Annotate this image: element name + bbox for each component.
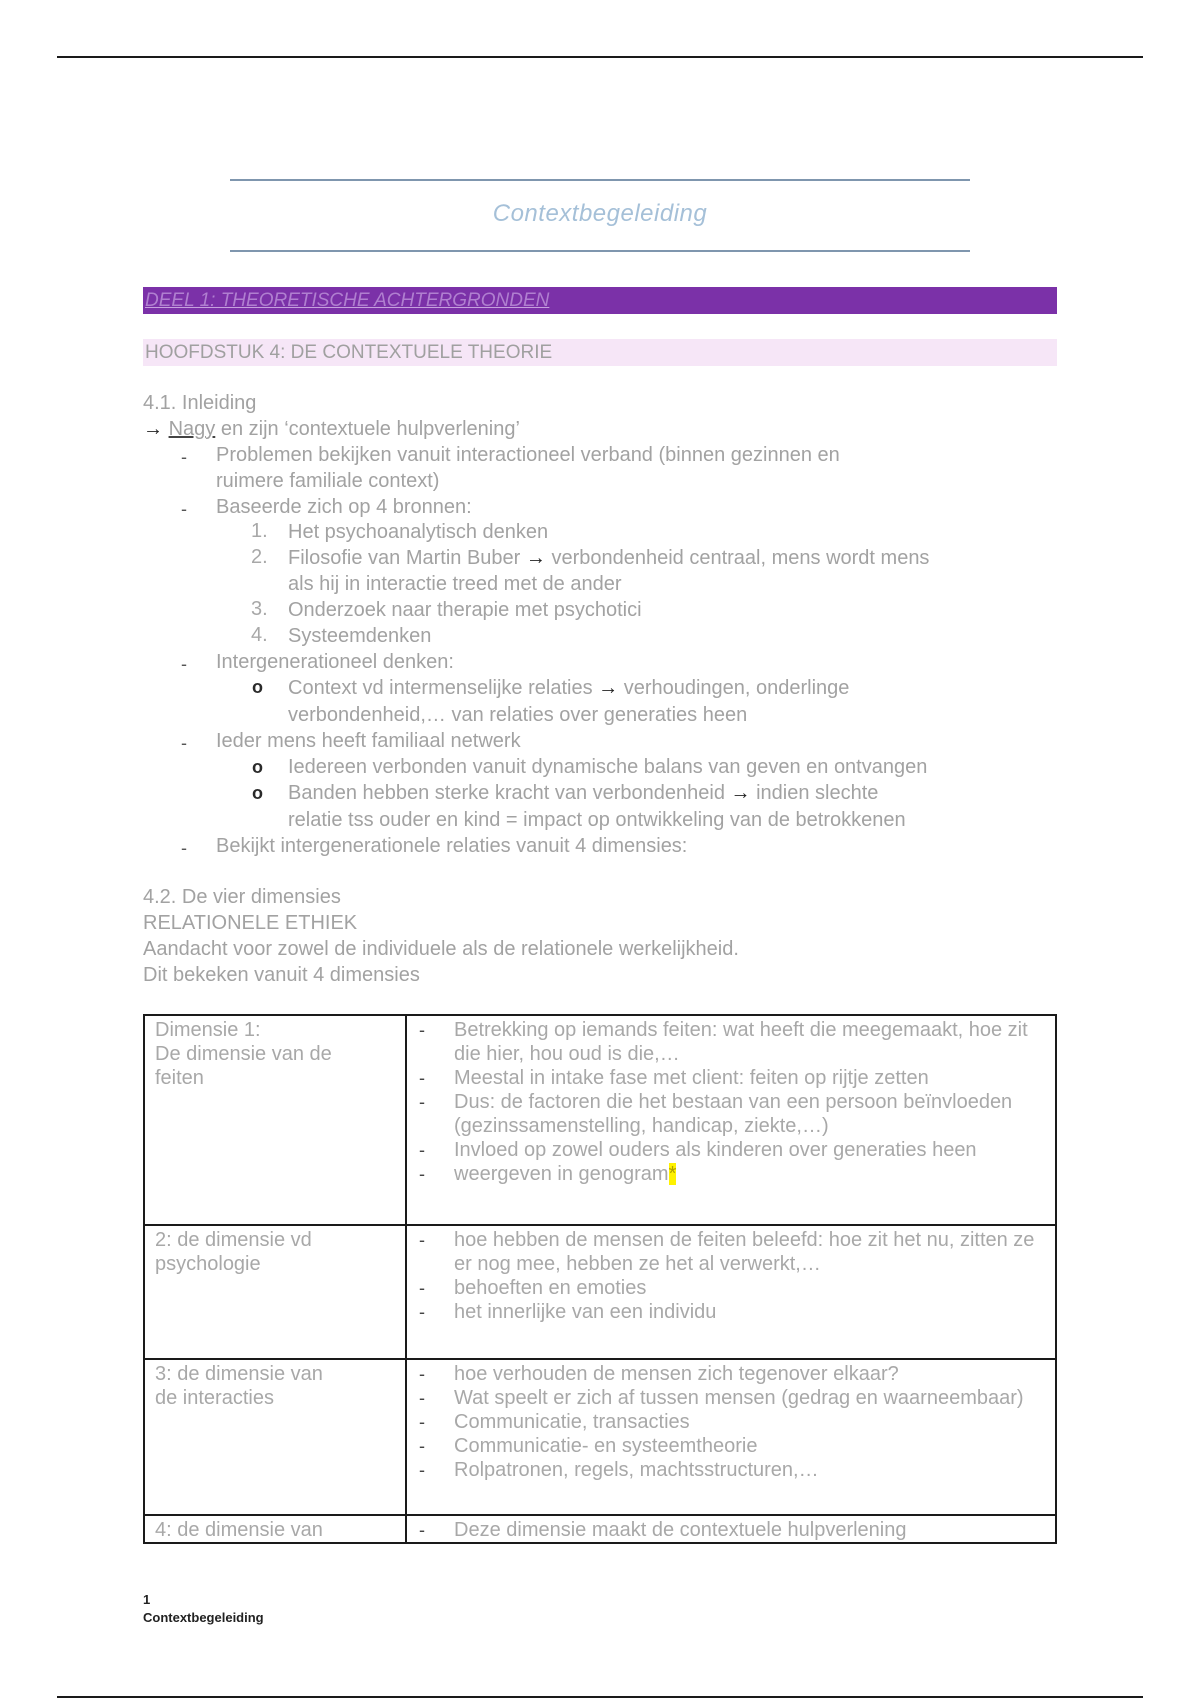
- table-cell-title: [144, 1225, 406, 1359]
- table-cell-title: [144, 1359, 406, 1515]
- bullet-dash: -: [181, 733, 187, 753]
- table-cell-title: [144, 1015, 406, 1225]
- arrow-icon: →: [598, 677, 619, 699]
- circle-bullet-icon: o: [252, 757, 263, 777]
- title-rule-bottom: [230, 250, 970, 252]
- bullet-problemen-l2: ruimere familiale context): [216, 470, 440, 492]
- footer-title: Contextbegeleiding: [143, 1610, 264, 1625]
- list-item: - Deze dimensie maakt de contextuele hulpverlening: [419, 1518, 1045, 1542]
- arrow-icon: →: [730, 782, 751, 804]
- dimension-list: [419, 1018, 1045, 1186]
- intro-line: [143, 417, 520, 441]
- circle-bullet-icon: o: [252, 677, 263, 697]
- bullet-dash: -: [181, 499, 187, 519]
- intro-rest: en zijn ‘contextuele hulpverlening’: [215, 418, 520, 440]
- dimension-title: Dimensie 1:: [155, 1019, 261, 1041]
- source-2: [288, 546, 929, 570]
- bullet-dimensies: Bekijkt intergenerationele relaties vanuit 4 dimensies:: [216, 835, 688, 857]
- list-item: - Dus: de factoren die het bestaan van een persoon beïnvloeden (gezinssamenstelling, handicap, ziekte,…): [419, 1090, 1045, 1138]
- section-heading-inleiding: 4.1. Inleiding: [143, 392, 257, 414]
- list-item: - hoe hebben de mensen de feiten beleefd: hoe zit het nu, zitten ze er nog mee, hebben ze het al verwerkt,…: [419, 1228, 1045, 1276]
- bullet-dash: -: [181, 447, 187, 467]
- source-2-a: Filosofie van Martin Buber: [288, 547, 526, 569]
- table-cell-items: [406, 1359, 1056, 1515]
- netwerk-sub-1: Iedereen verbonden vanuit dynamische balans van geven en ontvangen: [288, 756, 928, 778]
- dimensions-table: [143, 1014, 1057, 1544]
- arrow-icon: →: [143, 418, 163, 440]
- section2-line-2: Dit bekeken vanuit 4 dimensies: [143, 964, 420, 986]
- part-heading: [143, 287, 1057, 314]
- table-row: [144, 1225, 1056, 1359]
- document-title: Contextbegeleiding: [492, 200, 708, 227]
- context-line: [288, 676, 849, 700]
- dimension-title: de interacties: [155, 1387, 274, 1409]
- table-cell-items: [406, 1015, 1056, 1225]
- intro-name: Nagy: [168, 418, 216, 440]
- top-rule: [57, 56, 1143, 58]
- highlight-mark: *: [668, 1163, 677, 1185]
- table-cell-items: [406, 1225, 1056, 1359]
- chapter-heading: HOOFDSTUK 4: DE CONTEXTUELE THEORIE: [143, 339, 1057, 366]
- list-item: - Betrekking op iemands feiten: wat heeft die meegemaakt, hoe zit die hier, hou oud is die,…: [419, 1018, 1045, 1066]
- context-a: Context vd intermenselijke relaties: [288, 677, 599, 699]
- circle-bullet-icon: o: [252, 783, 263, 803]
- list-item: - Invloed op zowel ouders als kinderen over generaties heen: [419, 1138, 1045, 1162]
- relationele-ethiek-heading: RELATIONELE ETHIEK: [143, 912, 358, 934]
- bullet-bronnen: Baseerde zich op 4 bronnen:: [216, 496, 472, 518]
- section2-line-1: Aandacht voor zowel de individuele als de relationele werkelijkheid.: [143, 938, 739, 960]
- bullet-intergenerationeel: Intergenerationeel denken:: [216, 651, 454, 673]
- list-number: 4.: [251, 624, 268, 646]
- bullet-dash: -: [181, 654, 187, 674]
- dimension-list: [419, 1228, 1045, 1324]
- source-2-b: verbondenheid centraal, mens wordt mens: [545, 547, 930, 569]
- dimension-title: 4: de dimensie van: [155, 1519, 323, 1541]
- table-row: [144, 1515, 1056, 1543]
- dimension-title: De dimensie van de: [155, 1043, 332, 1065]
- dimension-title: 2: de dimensie vd: [155, 1229, 312, 1251]
- list-item: - Communicatie, transacties: [419, 1410, 1045, 1434]
- list-item: - Wat speelt er zich af tussen mensen (gedrag en waarneembaar): [419, 1386, 1045, 1410]
- list-item: [419, 1162, 1045, 1186]
- dimension-title: psychologie: [155, 1253, 261, 1275]
- bullet-netwerk: Ieder mens heeft familiaal netwerk: [216, 730, 521, 752]
- list-item: - Meestal in intake fase met client: feiten op rijtje zetten: [419, 1066, 1045, 1090]
- dimension-list: [419, 1362, 1045, 1482]
- list-item: - het innerlijke van een individu: [419, 1300, 1045, 1324]
- bullet-dash: -: [181, 838, 187, 858]
- table-cell-items: [406, 1515, 1056, 1543]
- bottom-rule: [57, 1696, 1143, 1698]
- list-number: 2.: [251, 546, 268, 568]
- netwerk-sub-2-a: Banden hebben sterke kracht van verbondenheid: [288, 782, 731, 804]
- list-number: 1.: [251, 520, 268, 542]
- netwerk-sub-2: [288, 781, 878, 805]
- source-3: Onderzoek naar therapie met psychotici: [288, 599, 642, 621]
- arrow-icon: →: [525, 547, 546, 569]
- list-item: - hoe verhouden de mensen zich tegenover elkaar?: [419, 1362, 1045, 1386]
- table-row: [144, 1015, 1056, 1225]
- context-b: verhoudingen, onderlinge: [618, 677, 850, 699]
- part-heading-text: DEEL 1: THEORETISCHE ACHTERGRONDEN: [145, 290, 550, 311]
- context-line-2: verbondenheid,… van relaties over generaties heen: [288, 704, 748, 726]
- dimension-title: 3: de dimensie van: [155, 1363, 323, 1385]
- genogram-text: weergeven in genogram: [454, 1163, 669, 1185]
- list-item: - behoeften en emoties: [419, 1276, 1045, 1300]
- netwerk-sub-2-l2: relatie tss ouder en kind = impact op ontwikkeling van de betrokkenen: [288, 809, 906, 831]
- page-number: 1: [143, 1592, 151, 1607]
- list-number: 3.: [251, 598, 268, 620]
- source-2-l2: als hij in interactie treed met de ander: [288, 573, 622, 595]
- source-1: Het psychoanalytisch denken: [288, 521, 549, 543]
- dimension-title: feiten: [155, 1067, 204, 1089]
- table-row: [144, 1359, 1056, 1515]
- title-rule-top: [230, 179, 970, 181]
- list-item: - Communicatie- en systeemtheorie: [419, 1434, 1045, 1458]
- dimension-list: [419, 1518, 1045, 1542]
- netwerk-sub-2-b: indien slechte: [750, 782, 879, 804]
- source-4: Systeemdenken: [288, 625, 432, 647]
- table-cell-title: [144, 1515, 406, 1543]
- section-heading-dimensies: 4.2. De vier dimensies: [143, 886, 341, 908]
- list-item: - Rolpatronen, regels, machtsstructuren,…: [419, 1458, 1045, 1482]
- bullet-problemen-l1: Problemen bekijken vanuit interactioneel verband (binnen gezinnen en: [216, 444, 840, 466]
